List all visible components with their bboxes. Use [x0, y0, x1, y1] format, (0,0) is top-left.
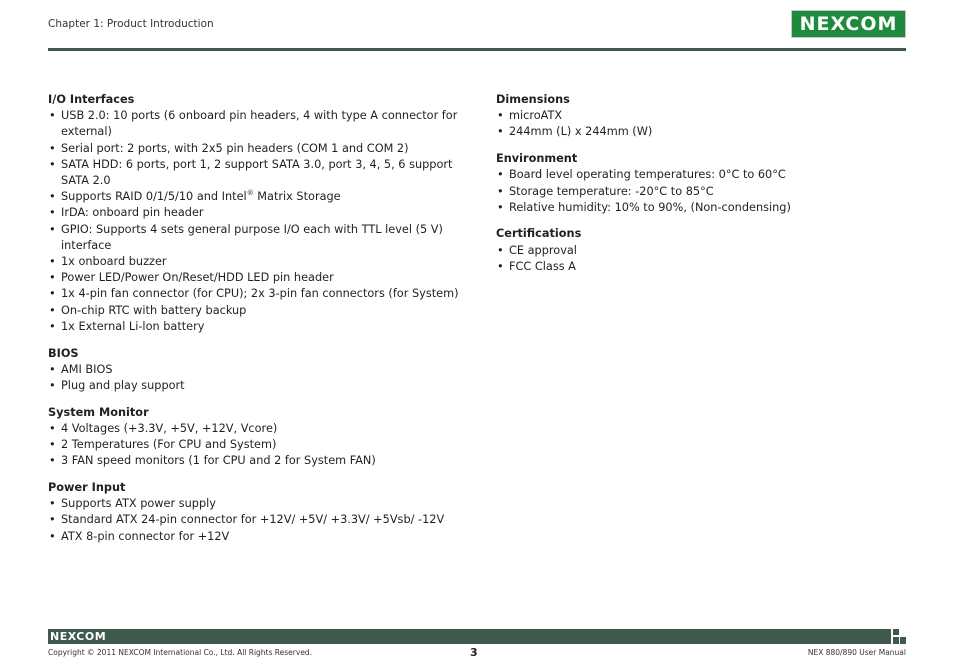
list-item — [48, 421, 468, 437]
list-item-text: 4 Voltages (+3.3V, +5V, +12V, Vcore) — [61, 421, 278, 435]
spec-list — [48, 421, 468, 470]
bullet-icon: • — [49, 529, 56, 543]
logo-text: NEXCOM — [799, 13, 898, 35]
bullet-icon: • — [497, 168, 504, 182]
bullet-icon: • — [49, 303, 56, 317]
bullet-icon: • — [49, 454, 56, 468]
list-item — [48, 270, 468, 286]
nexcom-logo — [791, 10, 906, 38]
list-item — [48, 496, 468, 512]
section-title: System Monitor — [48, 405, 149, 419]
bullet-icon: • — [49, 497, 56, 511]
list-item — [48, 362, 468, 378]
list-item — [48, 108, 468, 140]
list-item — [48, 157, 468, 189]
bullet-icon: • — [497, 109, 504, 123]
section-title: I/O Interfaces — [48, 93, 135, 106]
bullet-icon: • — [49, 222, 56, 236]
spec-list — [496, 167, 896, 216]
right-column — [496, 92, 896, 286]
spec-section — [48, 346, 468, 395]
list-item-text: ATX 8-pin connector for +12V — [61, 529, 230, 543]
list-item — [496, 124, 896, 140]
left-column — [48, 92, 468, 555]
list-item-text: Storage temperature: -20°C to 85°C — [509, 184, 714, 198]
bullet-icon: • — [49, 362, 56, 376]
spec-list — [496, 243, 896, 275]
list-item-text: Serial port: 2 ports, with 2x5 pin headers (COM 1 and COM 2) — [61, 141, 409, 155]
section-title: BIOS — [48, 346, 79, 360]
manual-title: NEX 880/890 User Manual — [807, 648, 906, 657]
list-item-text: Supports ATX power supply — [61, 497, 216, 511]
list-item — [48, 286, 468, 302]
list-item-text: GPIO: Supports 4 sets general purpose I/O each with TTL level (5 V) interface — [61, 222, 443, 252]
section-title: Power Input — [48, 480, 126, 494]
footer-corner-mark — [893, 629, 899, 635]
spec-list — [48, 108, 468, 335]
list-item — [48, 378, 468, 394]
list-item — [48, 529, 468, 545]
bullet-icon: • — [497, 184, 504, 198]
footer-corner-mark — [893, 637, 899, 644]
spec-section — [496, 92, 896, 141]
list-item — [48, 189, 468, 205]
footer-copyright: Copyright © 2011 NEXCOM International Co., Ltd. All Rights Reserved. — [48, 648, 313, 657]
spec-list — [48, 362, 468, 394]
list-item — [48, 303, 468, 319]
section-title: Environment — [496, 152, 578, 166]
list-item-text: SATA HDD: 6 ports, port 1, 2 support SATA 3.0, port 3, 4, 5, 6 support SATA 2.0 — [61, 157, 453, 188]
list-item-text: USB 2.0: 10 ports (6 onboard pin headers, 4 with type A connector for external) — [61, 109, 458, 139]
list-item-text: IrDA: onboard pin header — [61, 206, 204, 220]
list-item — [496, 259, 896, 275]
list-item — [48, 512, 468, 528]
list-item — [48, 141, 468, 157]
list-item-text: AMI BIOS — [61, 362, 113, 376]
bullet-icon: • — [49, 206, 56, 220]
list-item-text: CE approval — [509, 243, 577, 257]
list-item-text: Supports RAID 0/1/5/10 and Intel® Matrix Storage — [61, 189, 341, 204]
list-item-text: On-chip RTC with battery backup — [61, 303, 247, 317]
bullet-icon: • — [49, 141, 56, 155]
list-item-text: microATX — [509, 109, 563, 123]
list-item-text: Board level operating temperatures: 0°C to 60°C — [509, 168, 786, 182]
list-item — [496, 108, 896, 124]
list-item-text: 1x onboard buzzer — [61, 255, 167, 269]
list-item — [496, 184, 896, 200]
bullet-icon: • — [497, 259, 504, 273]
list-item-text: 244mm (L) x 244mm (W) — [509, 125, 653, 139]
footer-bar — [48, 629, 891, 644]
list-item-text: 1x 4-pin fan connector (for CPU); 2x 3-pin fan connectors (for System) — [61, 287, 459, 301]
page-number: 3 — [470, 646, 478, 659]
list-item — [48, 254, 468, 270]
list-item-text: Relative humidity: 10% to 90%, (Non-condensing) — [509, 200, 791, 214]
list-item-text: Plug and play support — [61, 378, 185, 392]
bullet-icon: • — [49, 319, 56, 333]
bullet-icon: • — [49, 438, 56, 452]
list-item-text: Standard ATX 24-pin connector for +12V/ +5V/ +3.3V/ +5Vsb/ -12V — [61, 513, 445, 527]
list-item — [496, 243, 896, 259]
bullet-icon: • — [49, 255, 56, 269]
footer-logo: NEXCOM — [50, 630, 107, 643]
section-title: Certifications — [496, 227, 582, 241]
list-item — [496, 167, 896, 183]
list-item-text: FCC Class A — [509, 259, 576, 273]
bullet-icon: • — [497, 243, 504, 257]
spec-section — [48, 480, 468, 545]
bullet-icon: • — [49, 109, 56, 123]
spec-list — [48, 496, 468, 545]
list-item-text: 2 Temperatures (For CPU and System) — [61, 438, 277, 452]
footer-corner-mark — [900, 637, 906, 644]
bullet-icon: • — [49, 157, 56, 171]
bullet-icon: • — [49, 421, 56, 435]
spec-section — [496, 226, 896, 275]
bullet-icon: • — [49, 378, 56, 392]
bullet-icon: • — [49, 513, 56, 527]
list-item-text: Power LED/Power On/Reset/HDD LED pin header — [61, 271, 334, 285]
list-item — [496, 200, 896, 216]
chapter-title: Chapter 1: Product Introduction — [48, 18, 214, 30]
list-item-text: 3 FAN speed monitors (1 for CPU and 2 for System FAN) — [61, 454, 376, 468]
bullet-icon: • — [49, 190, 56, 204]
header-divider — [48, 48, 906, 51]
spec-section — [48, 92, 468, 335]
list-item — [48, 453, 468, 469]
spec-section — [48, 405, 468, 470]
bullet-icon: • — [497, 200, 504, 214]
list-item — [48, 437, 468, 453]
list-item — [48, 319, 468, 335]
spec-section — [496, 151, 896, 216]
list-item — [48, 222, 468, 254]
bullet-icon: • — [49, 287, 56, 301]
list-item-text: 1x External Li-lon battery — [61, 319, 205, 333]
bullet-icon: • — [49, 271, 56, 285]
spec-list — [496, 108, 896, 140]
list-item — [48, 205, 468, 221]
bullet-icon: • — [497, 125, 504, 139]
section-title: Dimensions — [496, 93, 570, 106]
